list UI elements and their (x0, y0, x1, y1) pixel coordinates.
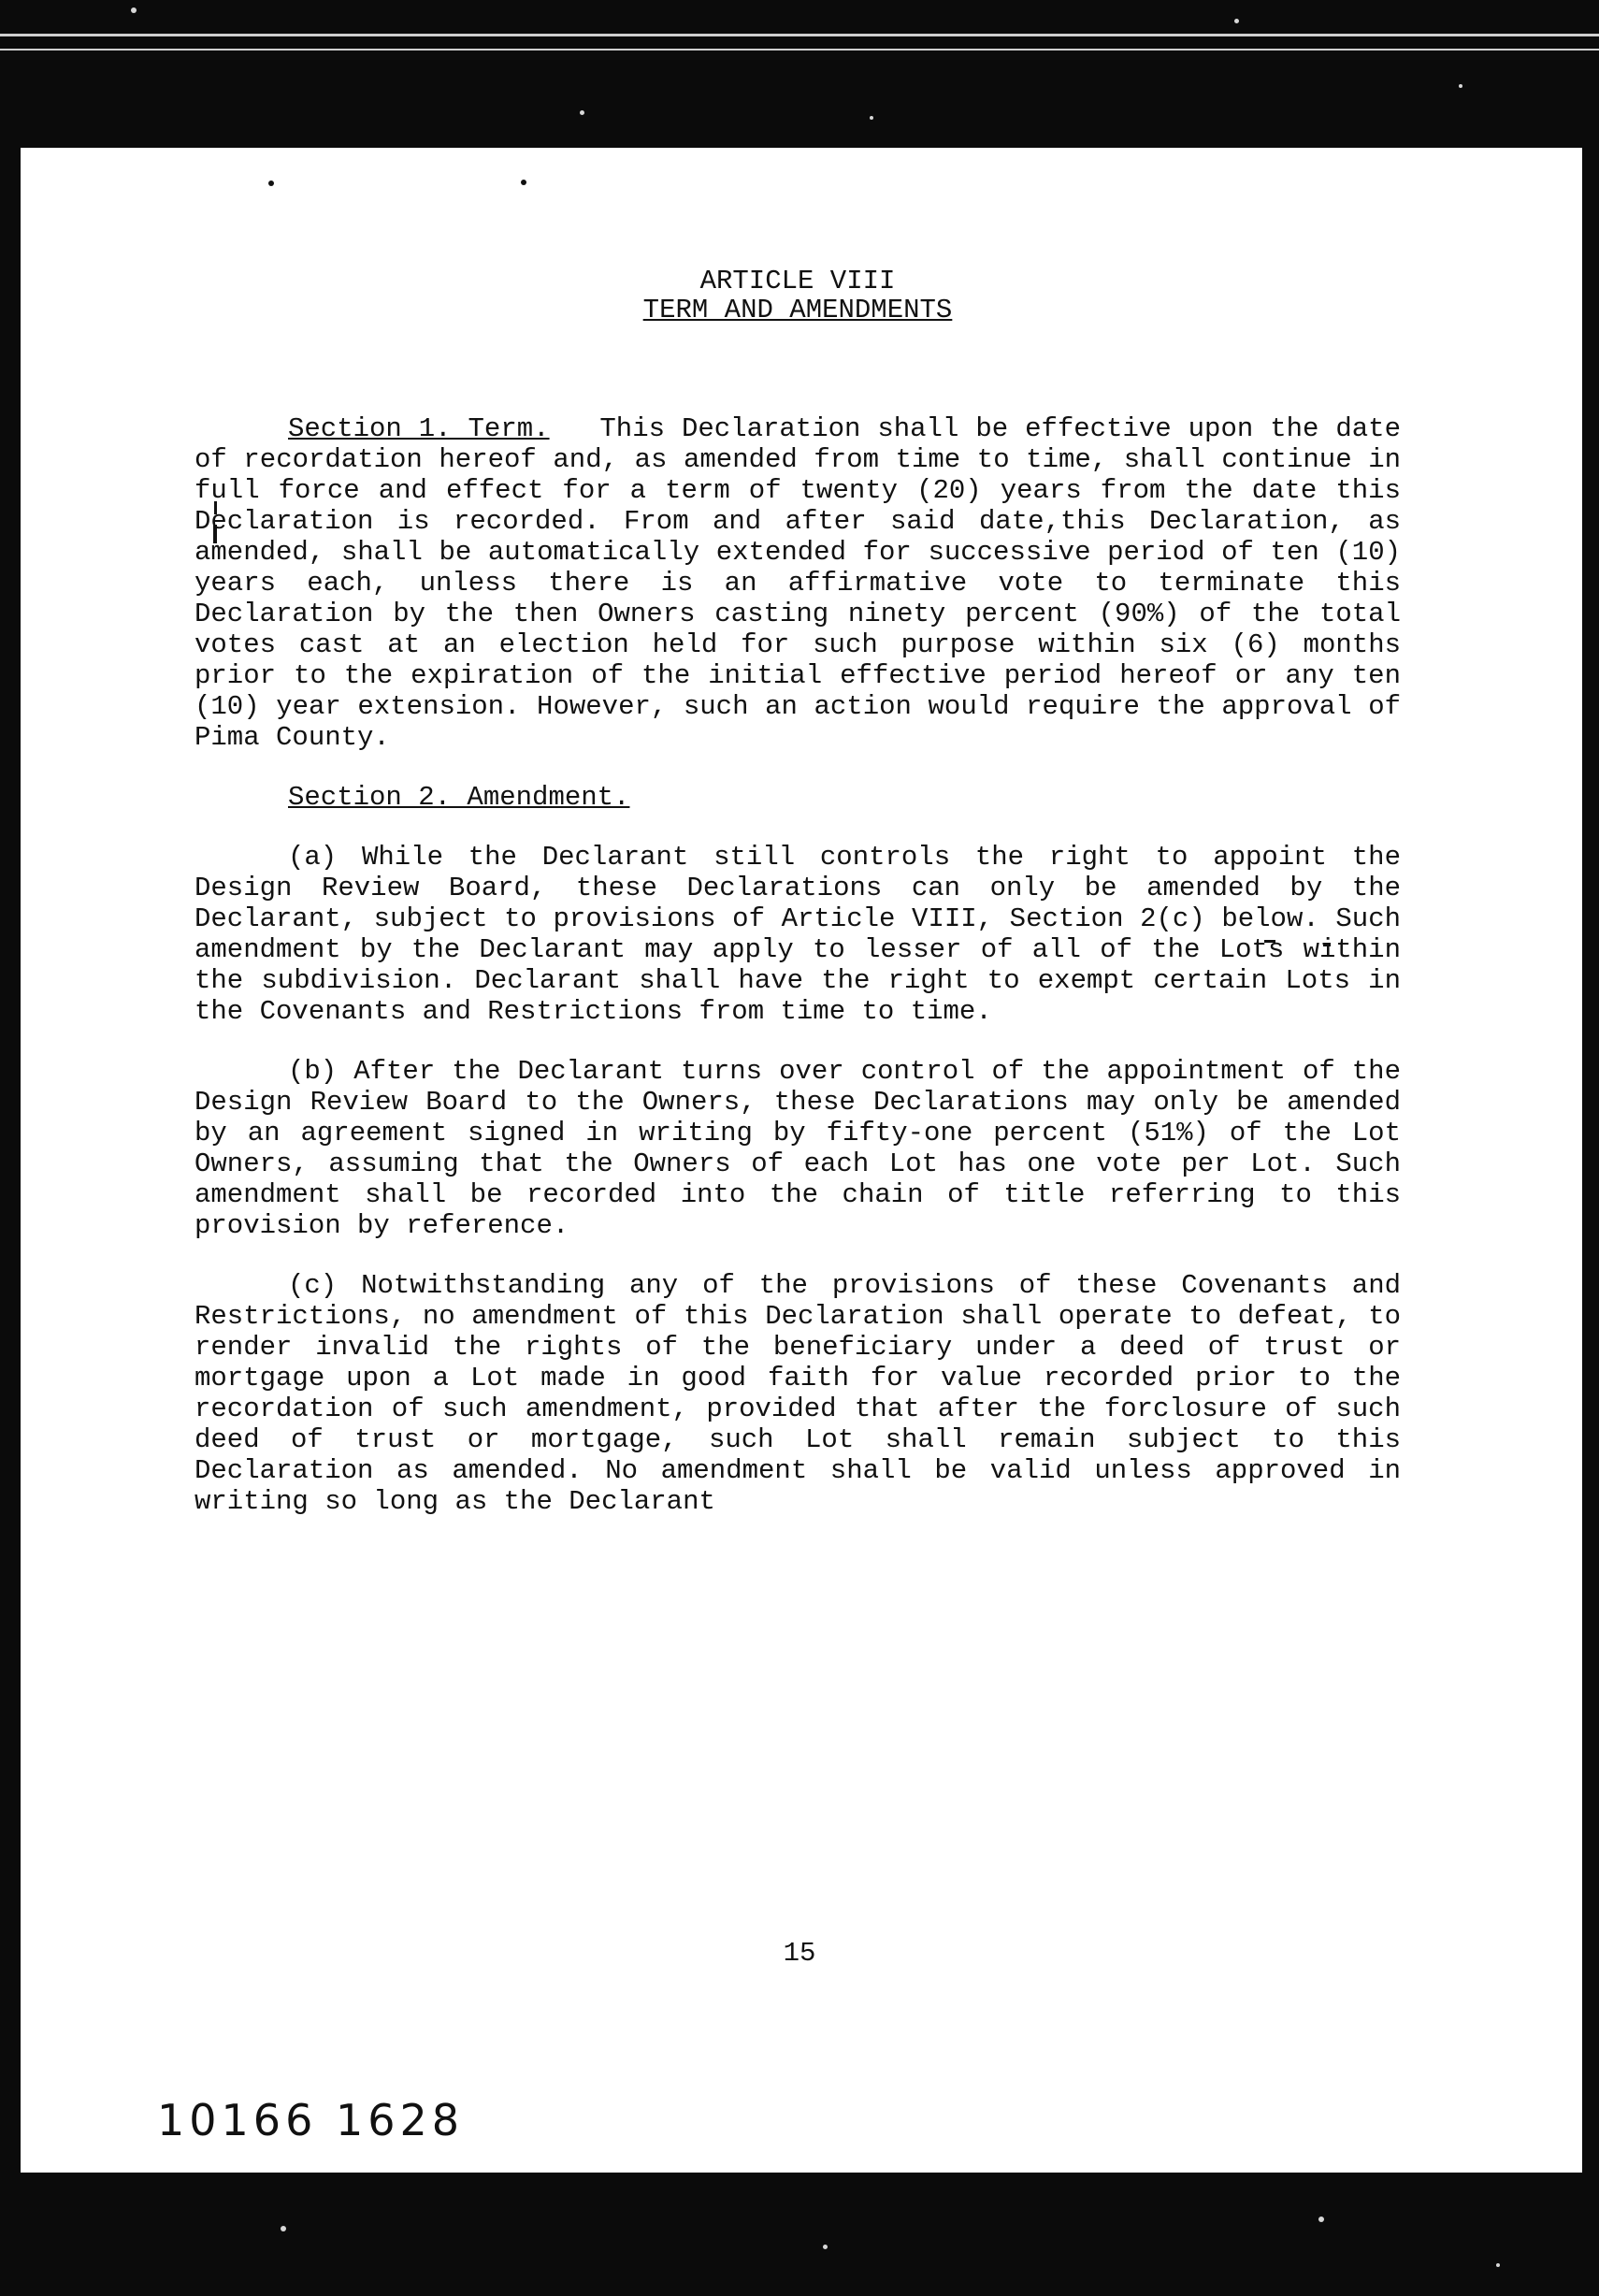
scan-speck (1234, 19, 1239, 23)
scan-speck (281, 2226, 286, 2231)
scan-speck (580, 110, 584, 115)
section-2-para-a (194, 842, 1401, 1027)
section-2-para-c-text: (c) Notwithstanding any of the provisions of these Covenants and Restrictions, no amendment of this Declaration shall operate to defeat, to render invalid the rights of the beneficiary under a deed of trust or mortgage upon a Lot made in good faith for value recorded prior to the recordation of such amendment, provided that after the forclosure of such deed of trust or mortgage, such Lot shall remain subject to this Declaration as amended. No amendment shall be valid unless approved in writing so long as the Declarant (194, 1270, 1401, 1517)
scan-speck (131, 7, 137, 13)
section-2-para-c (194, 1270, 1401, 1517)
scan-speck (823, 2245, 828, 2249)
scan-dot (521, 180, 526, 185)
article-title: ARTICLE VIII (699, 266, 896, 296)
article-subtitle: TERM AND AMENDMENTS (642, 295, 953, 325)
scan-border-line (0, 34, 1599, 36)
scan-speck (1496, 2263, 1500, 2267)
scan-speck (870, 116, 873, 120)
scan-speck (1459, 84, 1462, 88)
section-2-heading-line (194, 782, 1401, 813)
section-2-para-b-text: (b) After the Declarant turns over control of the appointment of the Design Review Board to the Owners, these Declarations may only be amended by an agreement signed in writing by fifty-one percent (51%) of the Lot Owners, assuming that the Owners of each Lot has one vote per Lot. Such amendment shall be recorded into the chain of title referring to this provision by reference. (194, 1056, 1401, 1241)
scan-speck (1318, 2217, 1324, 2222)
scan-border-line (0, 49, 1599, 51)
section-1-paragraph (194, 413, 1401, 753)
scan-dot (268, 181, 274, 186)
section-2-heading: Section 2. Amendment. (288, 782, 630, 813)
section-2-para-a-text: (a) While the Declarant still controls the right to appoint the Design Review Board, these Declarations can only be amended by the Declarant, subject to provisions of Article VIII, Section 2(c) below. Such amendment by the Declarant may apply to lesser of all of the Lots within the subdivision. Declarant shall have the right to exempt certain Lots in the Covenants and Restrictions from time to time. (194, 842, 1401, 1027)
page-number: 15 (783, 1938, 816, 1969)
recording-stamp: 10166 1628 (157, 2095, 465, 2145)
section-2-para-b (194, 1056, 1401, 1241)
section-1-text: This Declaration shall be effective upon the date of recordation hereof and, as amended from time to time, shall continue in full force and effect for a term of twenty (20) years from the date this Declaration is recorded. From and after said date,this Declaration, as amended, shall be automatically extended for successive period of ten (10) years each, unless there is an affirmative vote to terminate this Declaration by the then Owners casting ninety percent (90%) of the total votes cast at an election held for such purpose within six (6) months prior to the expiration of the initial effective period hereof or any ten (10) year extension. However, such an action would require the approval of Pima County. (194, 413, 1401, 753)
section-1-heading: Section 1. Term. (288, 413, 550, 444)
document-body (194, 267, 1401, 1517)
